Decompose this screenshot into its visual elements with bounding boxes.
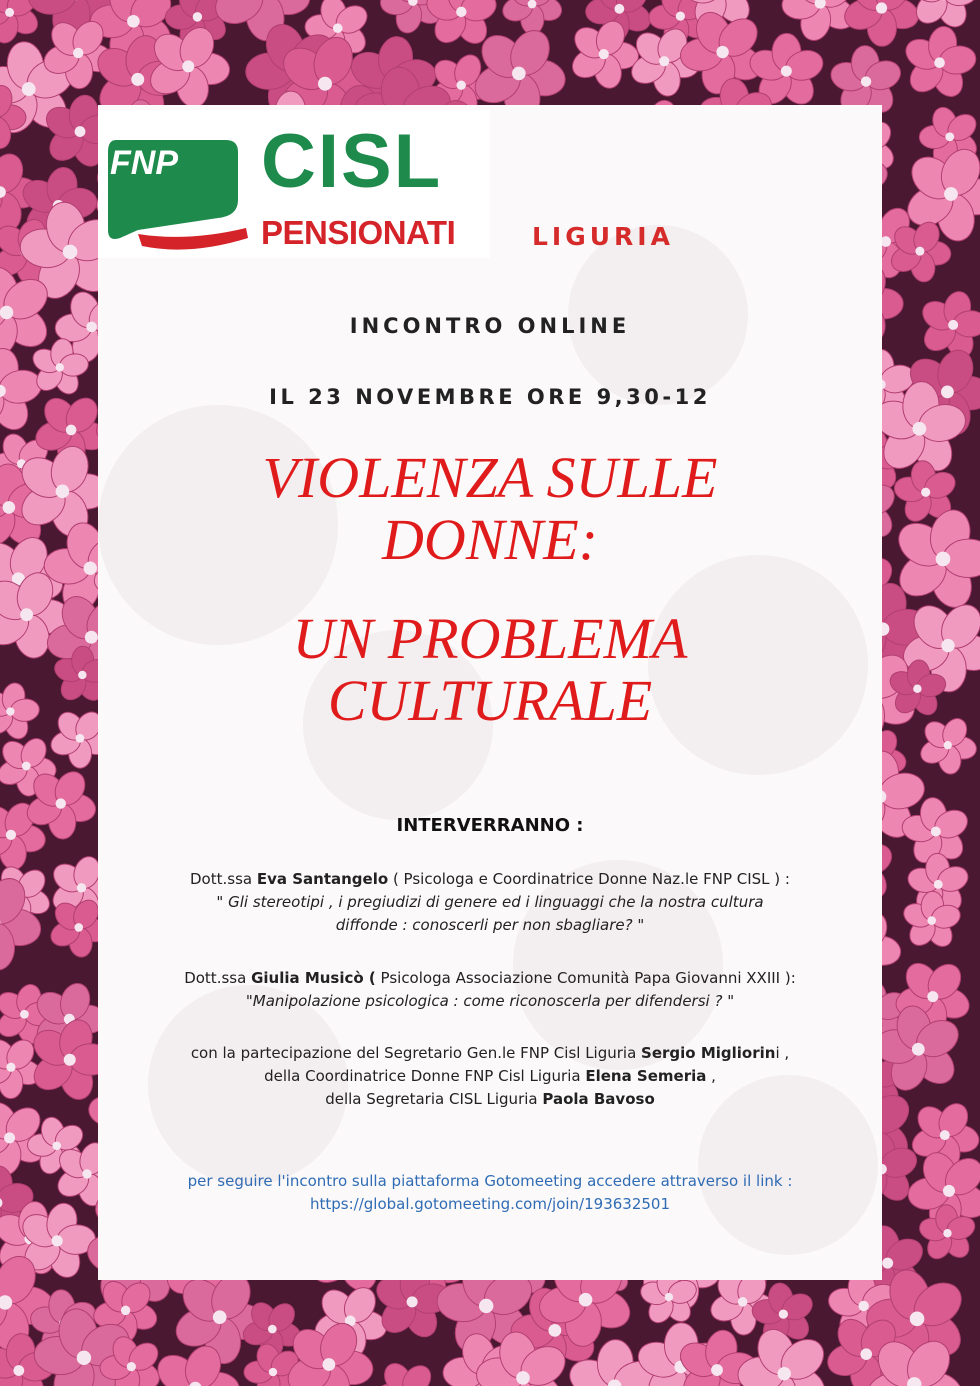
fnp-cisl-logo (98, 110, 490, 258)
event-title-part-2 (98, 608, 882, 732)
speaker-1-talk-2 (98, 914, 882, 937)
participant-line (98, 1065, 882, 1088)
event-title-part-1 (98, 447, 882, 571)
flower (917, 714, 978, 775)
flower (901, 24, 978, 101)
speaker-name: Giulia Musicò ( (251, 969, 376, 987)
title-line: UN PROBLEMA (292, 606, 688, 671)
participant-line (98, 1042, 882, 1065)
speaker-role: Psicologa Associazione Comunità Papa Giovanni XXIII ): (375, 969, 796, 987)
title-line: DONNE: (382, 507, 598, 572)
speaker-title: Dott.ssa (190, 870, 257, 888)
title-line: CULTURALE (327, 668, 653, 733)
speaker-1 (98, 868, 882, 937)
access-instructions: per seguire l'incontro sulla piattaforma Gotomeeting accedere attraverso il link : (187, 1172, 793, 1190)
talk-title-line: diffonde : conoscerli per non sbagliare? " (335, 916, 645, 934)
event-datetime: IL 23 NOVEMBRE ORE 9,30-12 (269, 385, 711, 409)
flower (0, 681, 40, 743)
speakers-heading: INTERVERRANNO : (396, 815, 584, 836)
region-label: LIGURIA (532, 222, 674, 251)
logo-fnp-text: FNP (110, 144, 178, 182)
participant-role: con la partecipazione del Segretario Gen.le FNP Cisl Liguria (190, 1044, 642, 1062)
access-info (98, 1170, 882, 1216)
participants (98, 1042, 882, 1111)
speaker-2-line (98, 967, 882, 990)
logo-pensionati-text: PENSIONATI (261, 214, 456, 251)
participant-tail: i , (775, 1044, 790, 1062)
flower (372, 1359, 440, 1386)
participant-name: Sergio Migliorin (641, 1044, 776, 1062)
meeting-link[interactable]: https://global.gotomeeting.com/join/193632501 (309, 1195, 670, 1213)
speaker-title: Dott.ssa (184, 969, 252, 987)
participant-name: Paola Bavoso (542, 1090, 655, 1108)
participant-line (98, 1088, 882, 1111)
participant-name: Elena Semeria (585, 1067, 707, 1085)
talk-title-line: "Manipolazione psicologica : come riconoscerla per difendersi ? " (245, 992, 735, 1010)
flower (500, 0, 565, 35)
speaker-1-line (98, 868, 882, 891)
speaker-2-talk (98, 990, 882, 1013)
flyer-card (98, 105, 882, 1280)
participant-tail: , (706, 1067, 716, 1085)
speaker-role: ( Psicologa e Coordinatrice Donne Naz.le FNP CISL ) : (388, 870, 790, 888)
flower (917, 289, 980, 362)
speaker-2 (98, 967, 882, 1013)
event-type: INCONTRO ONLINE (349, 314, 631, 338)
logo-cisl-text: CISL (261, 119, 443, 204)
participant-role: della Segretaria CISL Liguria (325, 1090, 543, 1108)
flower (841, 0, 923, 47)
participant-role: della Coordinatrice Donne FNP Cisl Liguria (264, 1067, 586, 1085)
title-line: VIOLENZA SULLE (262, 445, 718, 510)
speaker-1-talk (98, 891, 882, 914)
speaker-name: Eva Santangelo (256, 870, 389, 888)
talk-title-line: " Gli stereotipi , i pregiudizi di genere ed i linguaggi che la nostra cultura (216, 893, 764, 911)
